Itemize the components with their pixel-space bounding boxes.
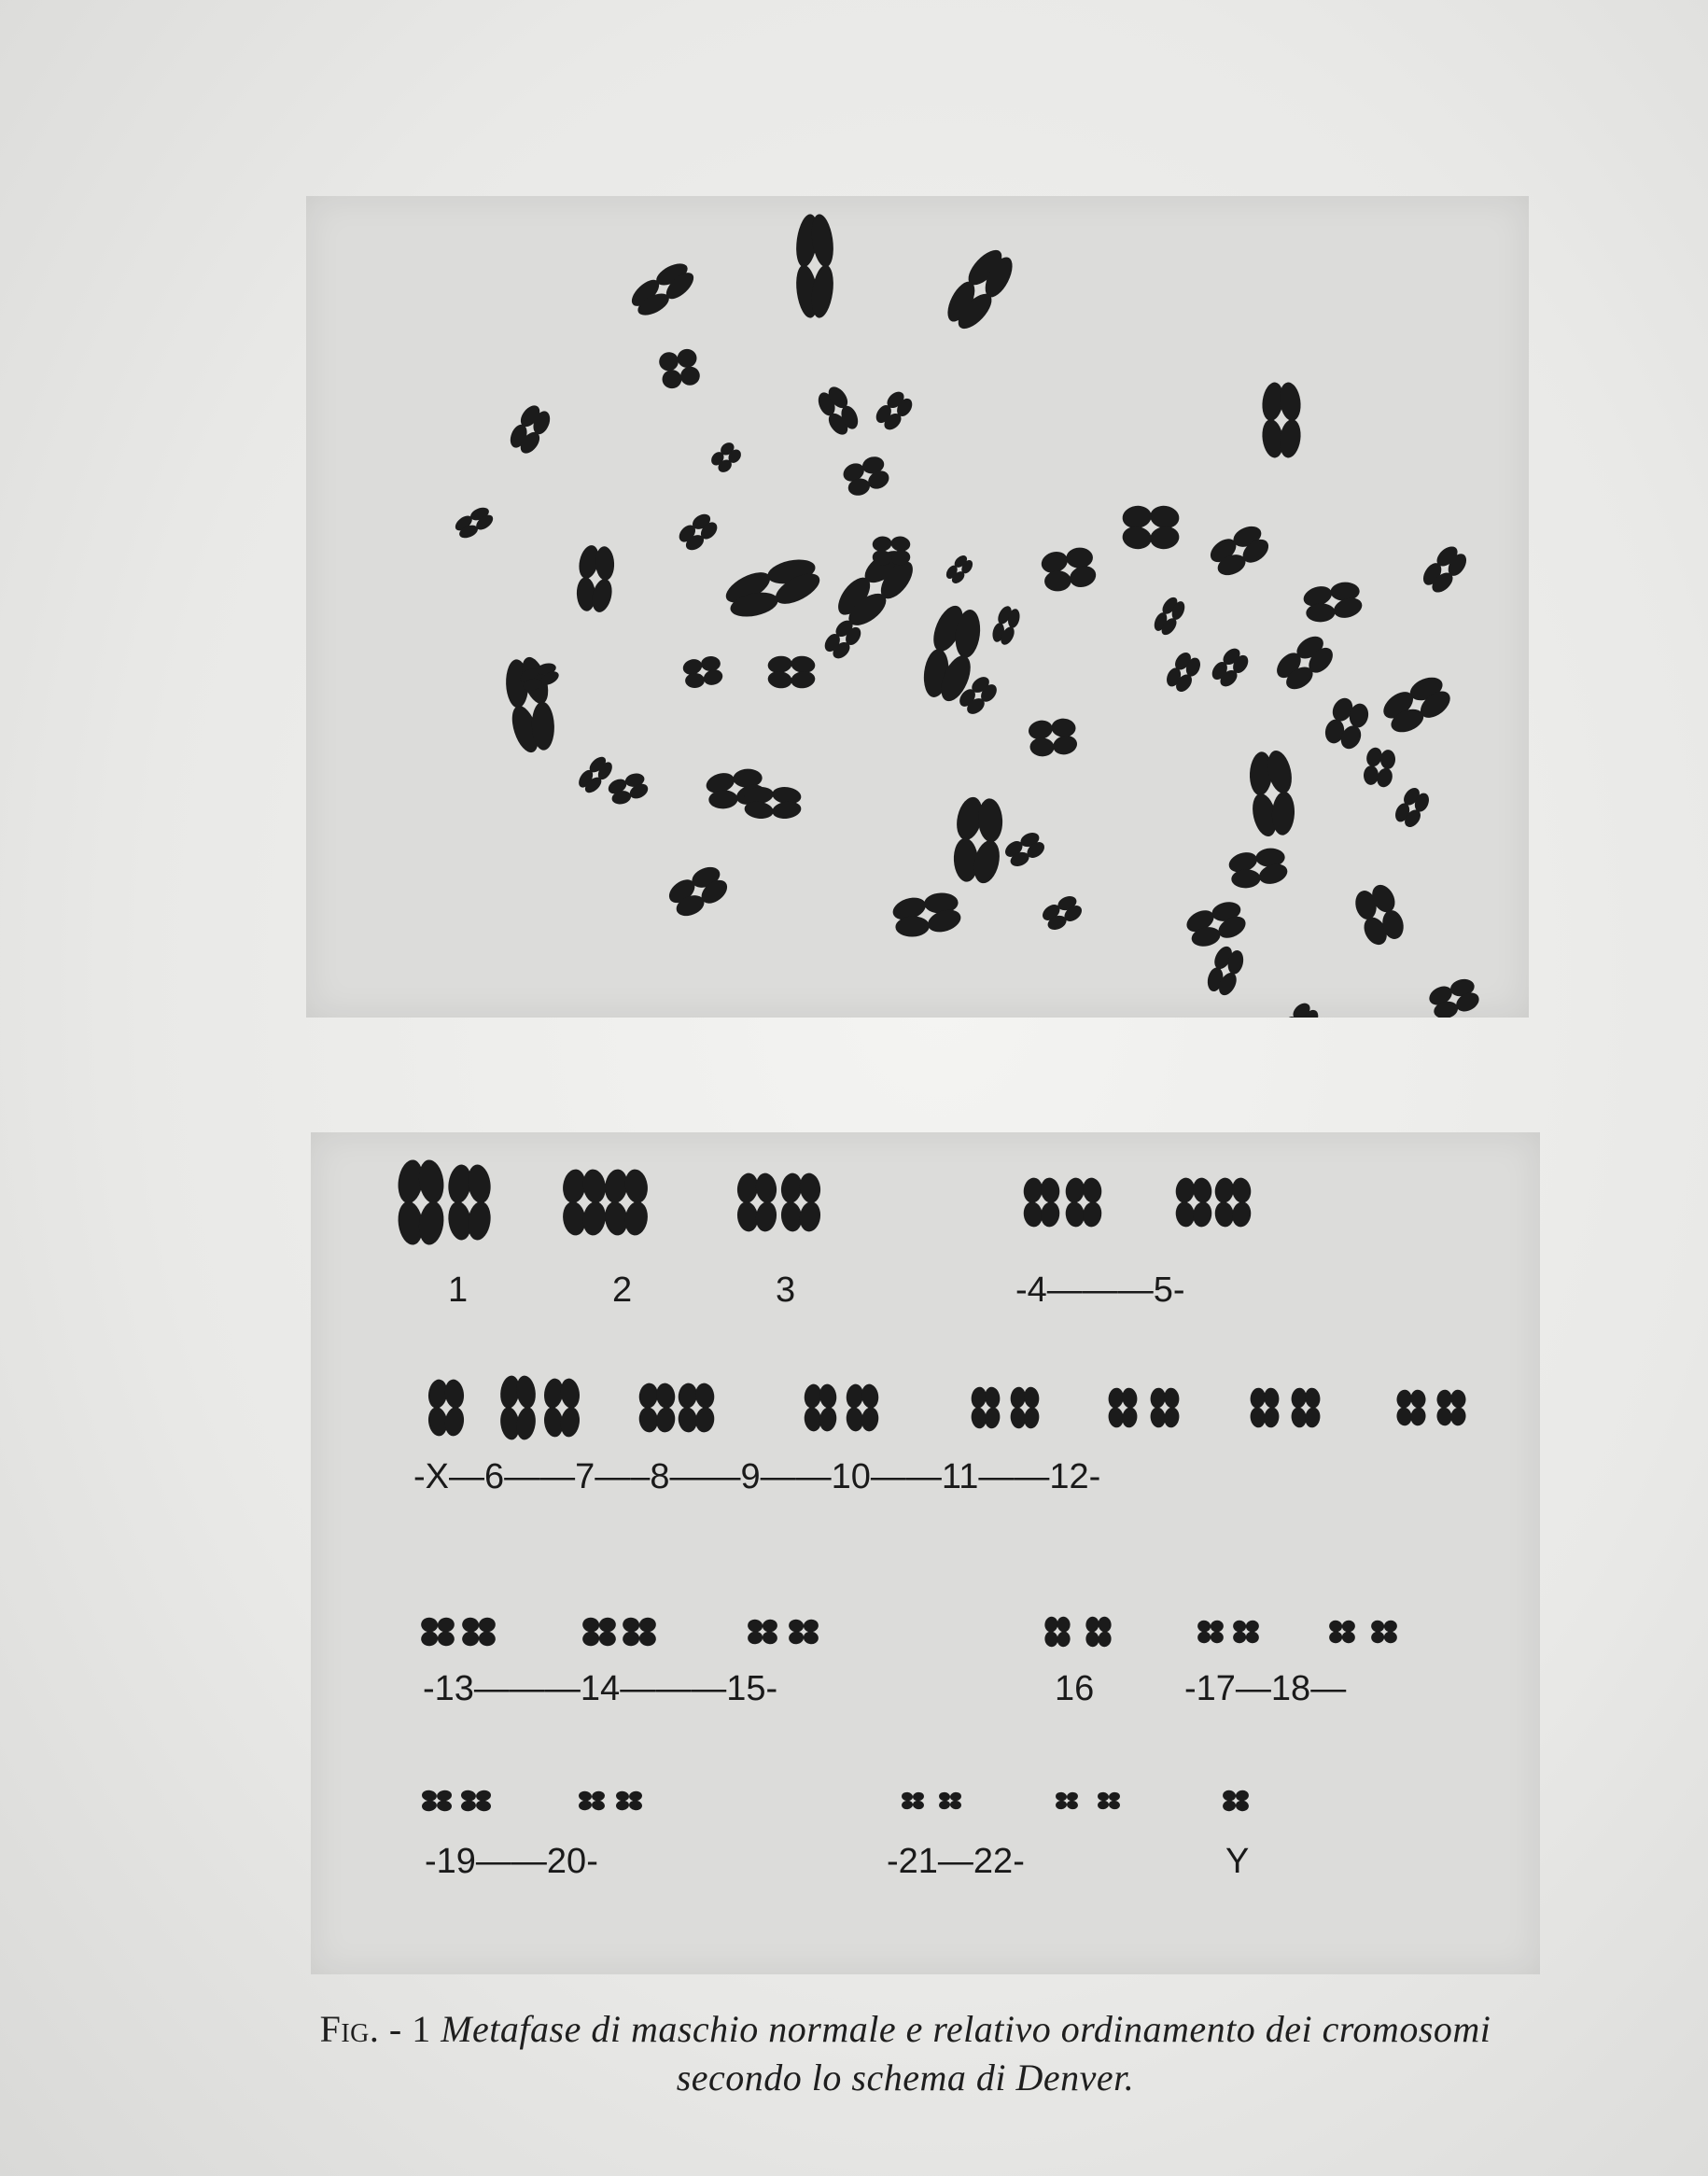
metaphase-chromosome [949,794,1008,887]
karyotype-chromosome [637,1382,677,1433]
karyotype-chromosome [1435,1389,1467,1427]
karyotype-chromosome [1149,1387,1181,1429]
karyotype-chromosome [615,1790,642,1811]
karyotype-chromosome [498,1374,538,1440]
karyotype-chromosome [1213,1176,1253,1228]
karyotype-chromosome [542,1377,581,1438]
metaphase-chromosome [839,452,893,500]
karyotype-chromosome [396,1158,447,1247]
metaphase-chromosome [1038,891,1085,935]
metaphase-chromosome [1269,629,1340,697]
metaphase-chromosome [1277,998,1323,1018]
karyotype-label-19-20: -19——20- [425,1842,598,1881]
karyotype-chromosome [779,1172,822,1233]
karyotype-chromosome [446,1163,493,1242]
metaphase-chromosome [674,509,721,555]
metaphase-chromosome [1121,504,1181,551]
metaphase-chromosome [766,654,816,690]
metaphase-chromosome [1207,643,1253,691]
karyotype-label-1: 1 [448,1271,469,1310]
metaphase-chromosomes [306,196,1529,1018]
karyotype-chromosome [427,1378,466,1437]
metaphase-chromosome [707,439,745,476]
figure-label: Fig. - 1 [319,2008,431,2050]
metaphase-spread-photo [306,196,1529,1018]
karyotype-chromosome [460,1790,492,1812]
karyotype-chromosome [1222,1790,1249,1812]
karyotype-label-17-18: -17—18— [1184,1669,1347,1708]
karyotype-label-13-15: -13———14———15- [423,1669,778,1708]
metaphase-chromosome [1425,974,1484,1018]
metaphase-chromosome [1027,716,1080,759]
metaphase-chromosome [504,400,555,458]
metaphase-chromosome [663,860,734,923]
metaphase-chromosome [1182,895,1251,952]
karyotype-photo [311,1132,1540,1974]
karyotype-label-16: 16 [1055,1669,1095,1708]
karyotype-label-21-22: -21—22- [887,1842,1025,1881]
karyotype-chromosome [1085,1616,1112,1648]
karyotype-chromosome [603,1168,650,1237]
metaphase-chromosome [573,543,618,615]
karyotype-chromosome [970,1386,1001,1430]
karyotype-label-y: Y [1225,1842,1250,1881]
metaphase-chromosome [1038,543,1099,596]
figure-caption-text: Metafase di maschio normale e relativo ordinamento dei cromosomi [441,2008,1491,2050]
metaphase-chromosome [656,346,703,392]
karyotype-chromosome [1064,1176,1103,1228]
metaphase-chromosome [680,653,725,691]
karyotype-chromosome [803,1383,838,1432]
karyotype-chromosome [1107,1387,1139,1429]
karyotype-chromosome [1395,1389,1427,1427]
karyotype-chromosome [735,1172,778,1233]
karyotype-chromosome [747,1619,778,1645]
metaphase-chromosome [743,785,802,821]
karyotype-chromosome [420,1617,455,1648]
karyotype-chromosome [578,1790,605,1811]
karyotype-chromosome [1249,1387,1281,1429]
metaphase-chromosome [937,241,1023,337]
karyotype-chromosome [677,1382,716,1433]
metaphase-chromosome [1001,828,1048,872]
metaphase-chromosome [624,256,701,324]
karyotype-label-2: 2 [612,1271,633,1310]
figure-caption-line-2: secondo lo schema di Denver. [676,2057,1135,2099]
metaphase-chromosome [812,382,863,440]
karyotype-chromosome [938,1791,961,1810]
karyotype-chromosome [622,1617,657,1648]
karyotype-label-4-5: -4———5- [1015,1271,1185,1310]
karyotype-chromosome [1055,1791,1078,1810]
metaphase-chromosome [1361,745,1398,790]
karyotype-chromosome [1328,1620,1355,1644]
karyotype-chromosome [1197,1620,1224,1644]
metaphase-chromosome [1349,879,1409,950]
metaphase-chromosome [451,503,497,543]
metaphase-chromosome [889,888,965,942]
metaphase-chromosome [1417,540,1473,598]
metaphase-chromosome [1225,844,1291,892]
karyotype-chromosome [1022,1176,1061,1228]
figure-caption-line-1 [280,2007,1531,2051]
metaphase-chromosome [1377,669,1458,741]
karyotype-chromosome [1009,1386,1041,1430]
metaphase-chromosome [1204,519,1275,583]
metaphase-chromosome [1245,748,1299,839]
metaphase-chromosome [943,552,976,587]
karyotype-chromosome [561,1168,608,1237]
karyotype-chromosome [1290,1387,1322,1429]
metaphase-chromosome [1162,648,1206,695]
karyotype-chromosome [1174,1176,1213,1228]
metaphase-chromosome [1202,942,1249,999]
karyotype-chromosome [1097,1791,1120,1810]
karyotype-chromosome [845,1383,880,1432]
metaphase-chromosome [988,603,1024,648]
metaphase-chromosome [605,769,651,808]
metaphase-chromosome [1320,694,1374,753]
metaphase-chromosome [871,386,917,434]
metaphase-chromosome [1260,381,1303,459]
karyotype-chromosome [901,1791,924,1810]
karyotype-chromosome [1370,1620,1397,1644]
metaphase-chromosome [1300,578,1365,626]
karyotype-chromosome [788,1619,819,1645]
karyotype-label-x-12: -X—6——7—–8——9——10——11——12- [413,1457,1101,1496]
karyotype-chromosome [461,1617,497,1648]
metaphase-chromosome [719,549,826,626]
metaphase-chromosome [1150,593,1190,639]
metaphase-chromosome [1391,783,1435,831]
karyotype-chromosome [1043,1616,1071,1648]
metaphase-chromosome [793,213,836,319]
karyotype-chromosome [581,1617,617,1648]
karyotype-chromosome [1232,1620,1259,1644]
karyotype-chromosome [421,1790,453,1812]
karyotype-label-3: 3 [776,1271,796,1310]
